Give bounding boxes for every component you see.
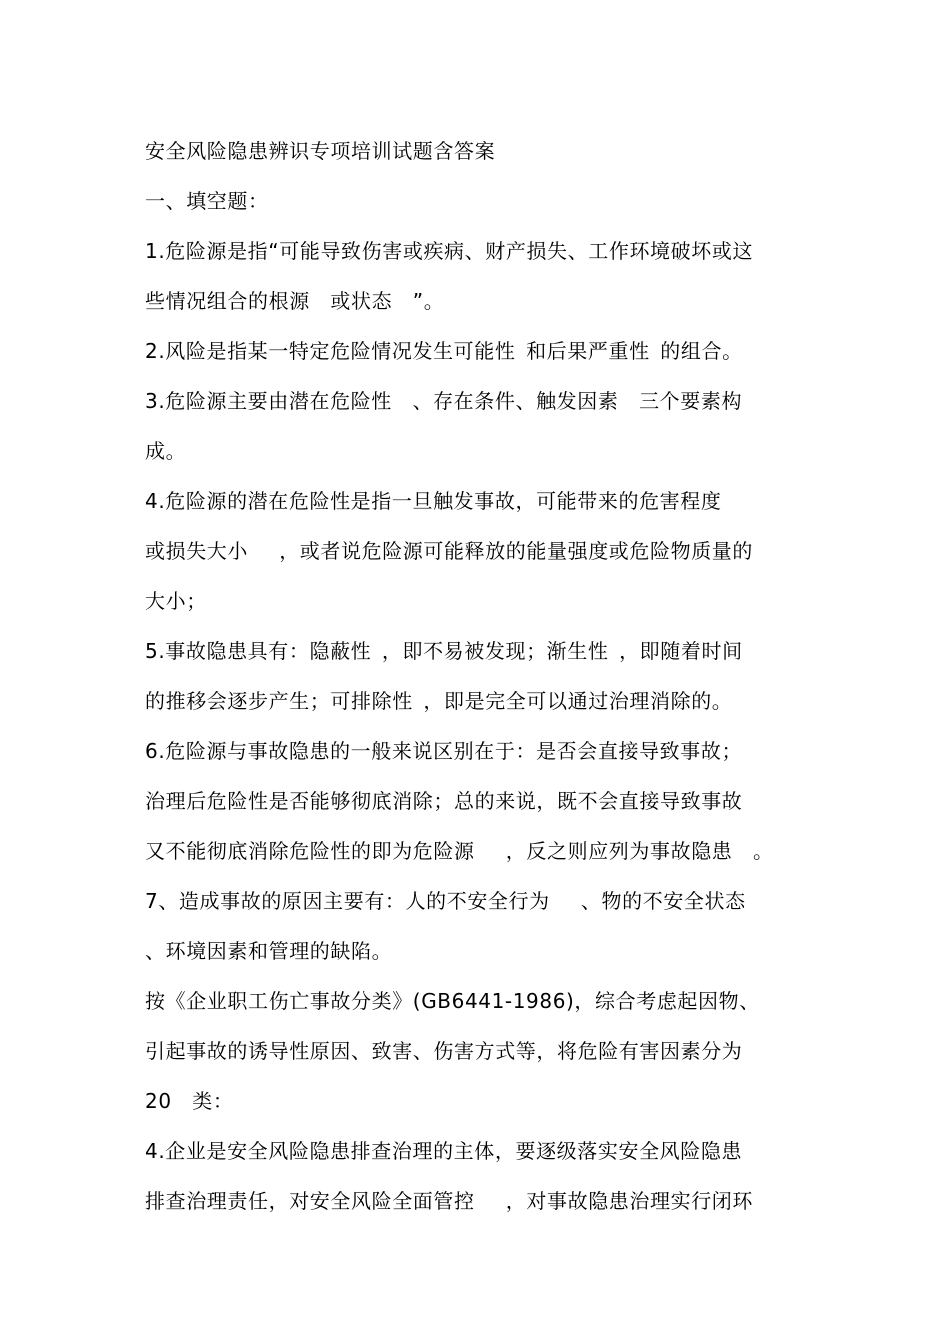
text-line: 又不能彻底消除危险性的即为危险源 ，反之则应列为事故隐患 。 <box>145 839 774 863</box>
text-line: 的推移会逐步产生；可排除性 ，即是完全可以通过治理消除的。 <box>145 689 733 713</box>
text-line: 6.危险源与事故隐患的一般来说区别在于：是否会直接导致事故； <box>145 739 743 763</box>
text-line: 2.风险是指某一特定危险情况发生可能性 和后果严重性 的组合。 <box>145 339 743 363</box>
text-line: 排查治理责任，对安全风险全面管控 ，对事故隐患治理实行闭环 <box>145 1189 753 1213</box>
text-line: 3.危险源主要由潜在危险性 、存在条件、触发因素 三个要素构 <box>145 389 743 413</box>
text-line: 20 类： <box>145 1089 234 1113</box>
document-title: 安全风险隐患辨识专项培训试题含答案 <box>145 139 496 163</box>
text-line: 1.危险源是指“可能导致伤害或疾病、财产损失、工作环境破坏或这 <box>145 239 754 263</box>
text-line: 按《企业职工伤亡事故分类》(GB6441-1986)，综合考虑起因物、 <box>145 989 760 1013</box>
section-heading-fill-in-blank: 一、填空题： <box>145 189 269 213</box>
text-line: 5.事故隐患具有：隐蔽性 ，即不易被发现；渐生性 ，即随着时间 <box>145 639 743 663</box>
text-line: 成。 <box>145 439 187 463</box>
text-line: 4.企业是安全风险隐患排查治理的主体，要逐级落实安全风险隐患 <box>145 1139 743 1163</box>
text-line: 些情况组合的根源 或状态 ”。 <box>145 289 445 313</box>
text-line: 7、造成事故的原因主要有：人的不安全行为 、物的不安全状态 <box>145 889 746 913</box>
text-line: 引起事故的诱导性原因、致害、伤害方式等，将危险有害因素分为 <box>145 1039 743 1063</box>
text-line: 治理后危险性是否能够彻底消除；总的来说，既不会直接导致事故 <box>145 789 743 813</box>
document-body <box>145 126 825 1226</box>
text-line: 4.危险源的潜在危险性是指一旦触发事故，可能带来的危害程度 <box>145 489 722 513</box>
text-line: 、环境因素和管理的缺陷。 <box>145 939 393 963</box>
text-line: 大小； <box>145 589 207 613</box>
text-line: 或损失大小 ，或者说危险源可能释放的能量强度或危险物质量的 <box>145 539 753 563</box>
